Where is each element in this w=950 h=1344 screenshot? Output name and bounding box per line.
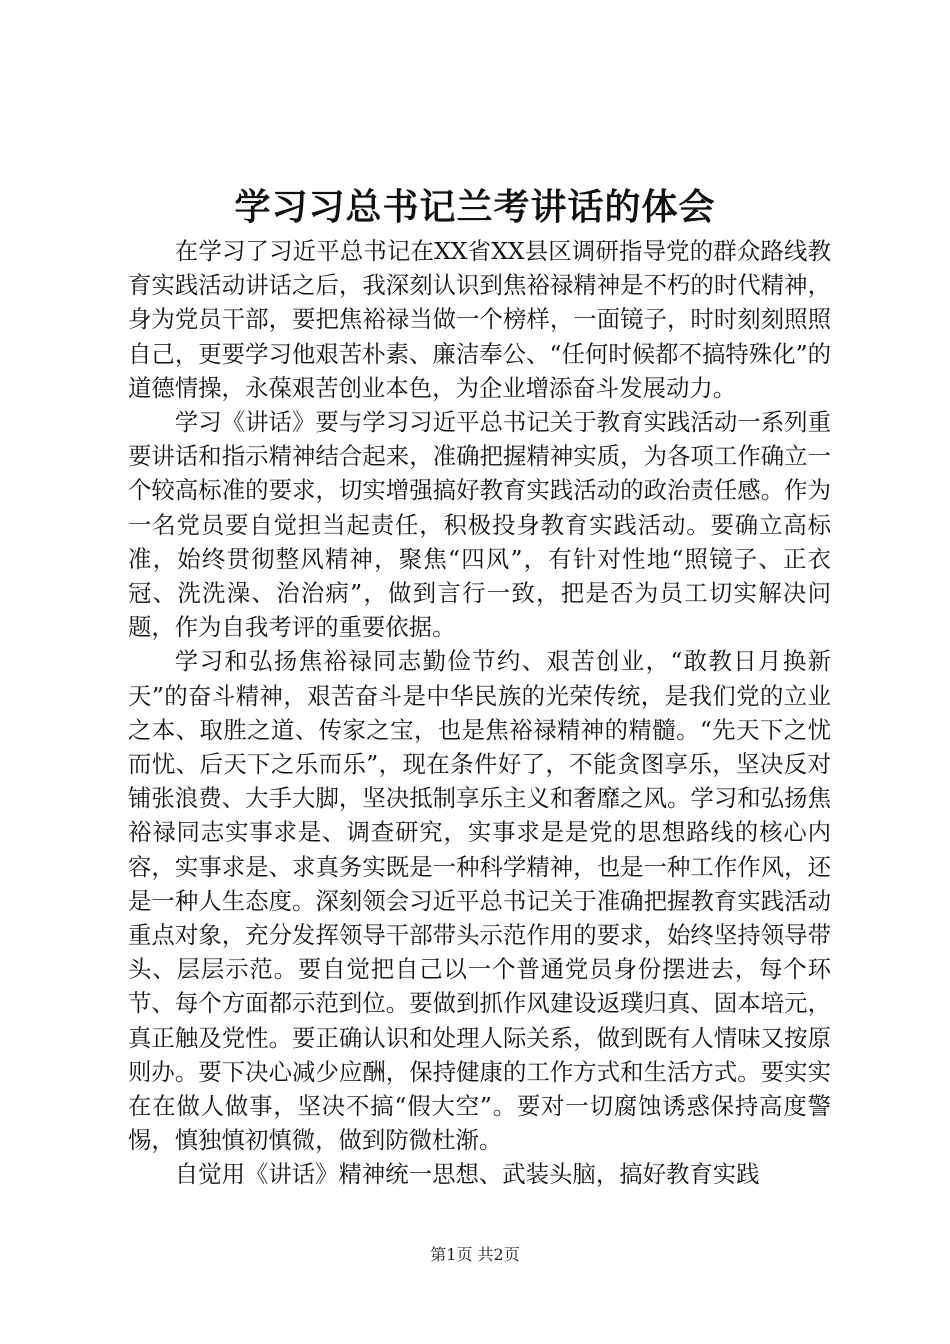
paragraph-1: 在学习了习近平总书记在XX省XX县区调研指导党的群众路线教育实践活动讲话之后，我深刻认识到焦裕禄精神是不朽的时代精神，身为党员干部，要把焦裕禄当做一个榜样，一面镜子，时时刻刻照照自己，更要学习他艰苦朴素、廉洁奉公、“任何时候都不搞特殊化”的道德情操，永葆艰苦创业本色，为企业增添奋斗发展动力。: [128, 237, 831, 402]
document-title: 学习习总书记兰考讲话的体会: [234, 187, 716, 228]
document-body: [128, 234, 831, 1192]
paragraph-3: 学习和弘扬焦裕禄同志勤俭节约、艰苦创业，“敢教日月换新天”的奋斗精神，艰苦奋斗是中华民族的光荣传统，是我们党的立业之本、取胜之道、传家之宝，也是焦裕禄精神的精髓。“先天下之忧而忧、后天下之乐而乐”，现在条件好了，不能贪图享乐，坚决反对铺张浪费、大手大脚，坚决抵制享乐主义和奢靡之风。学习和弘扬焦裕禄同志实事求是、调查研究，实事求是是党的思想路线的核心内容，实事求是、求真务实既是一种科学精神，也是一种工作作风，还是一种人生态度。深刻领会习近平总书记关于准确把握教育实践活动重点对象，充分发挥领导干部带头示范作用的要求，始终坚持领导带头、层层示范。要自觉把自己以一个普通党员身份摆进去，每个环节、每个方面都示范到位。要做到抓作风建设返璞归真、固本培元，真正触及党性。要正确认识和处理人际关系，做到既有人情味又按原则办。要下决心减少应酬，保持健康的工作方式和生活方式。要实实在在做人做事，坚决不搞“假大空”。要对一切腐蚀诱惑保持高度警惕，慎独慎初慎微，做到防微杜渐。: [128, 647, 831, 1155]
page-footer: 第1页 共2页: [430, 1245, 520, 1264]
paragraph-2: 学习《讲话》要与学习习近平总书记关于教育实践活动一系列重要讲话和指示精神结合起来，准确把握精神实质，为各项工作确立一个较高标准的要求，切实增强搞好教育实践活动的政治责任感。作为一名党员要自觉担当起责任，积极投身教育实践活动。要确立高标准，始终贯彻整风精神，聚焦“四风”，有针对性地“照镜子、正衣冠、洗洗澡、治治病”，做到言行一致，把是否为员工切实解决问题，作为自我考评的重要依据。: [128, 408, 831, 642]
paragraph-4: 自觉用《讲话》精神统一思想、武装头脑，搞好教育实践: [174, 1160, 760, 1189]
